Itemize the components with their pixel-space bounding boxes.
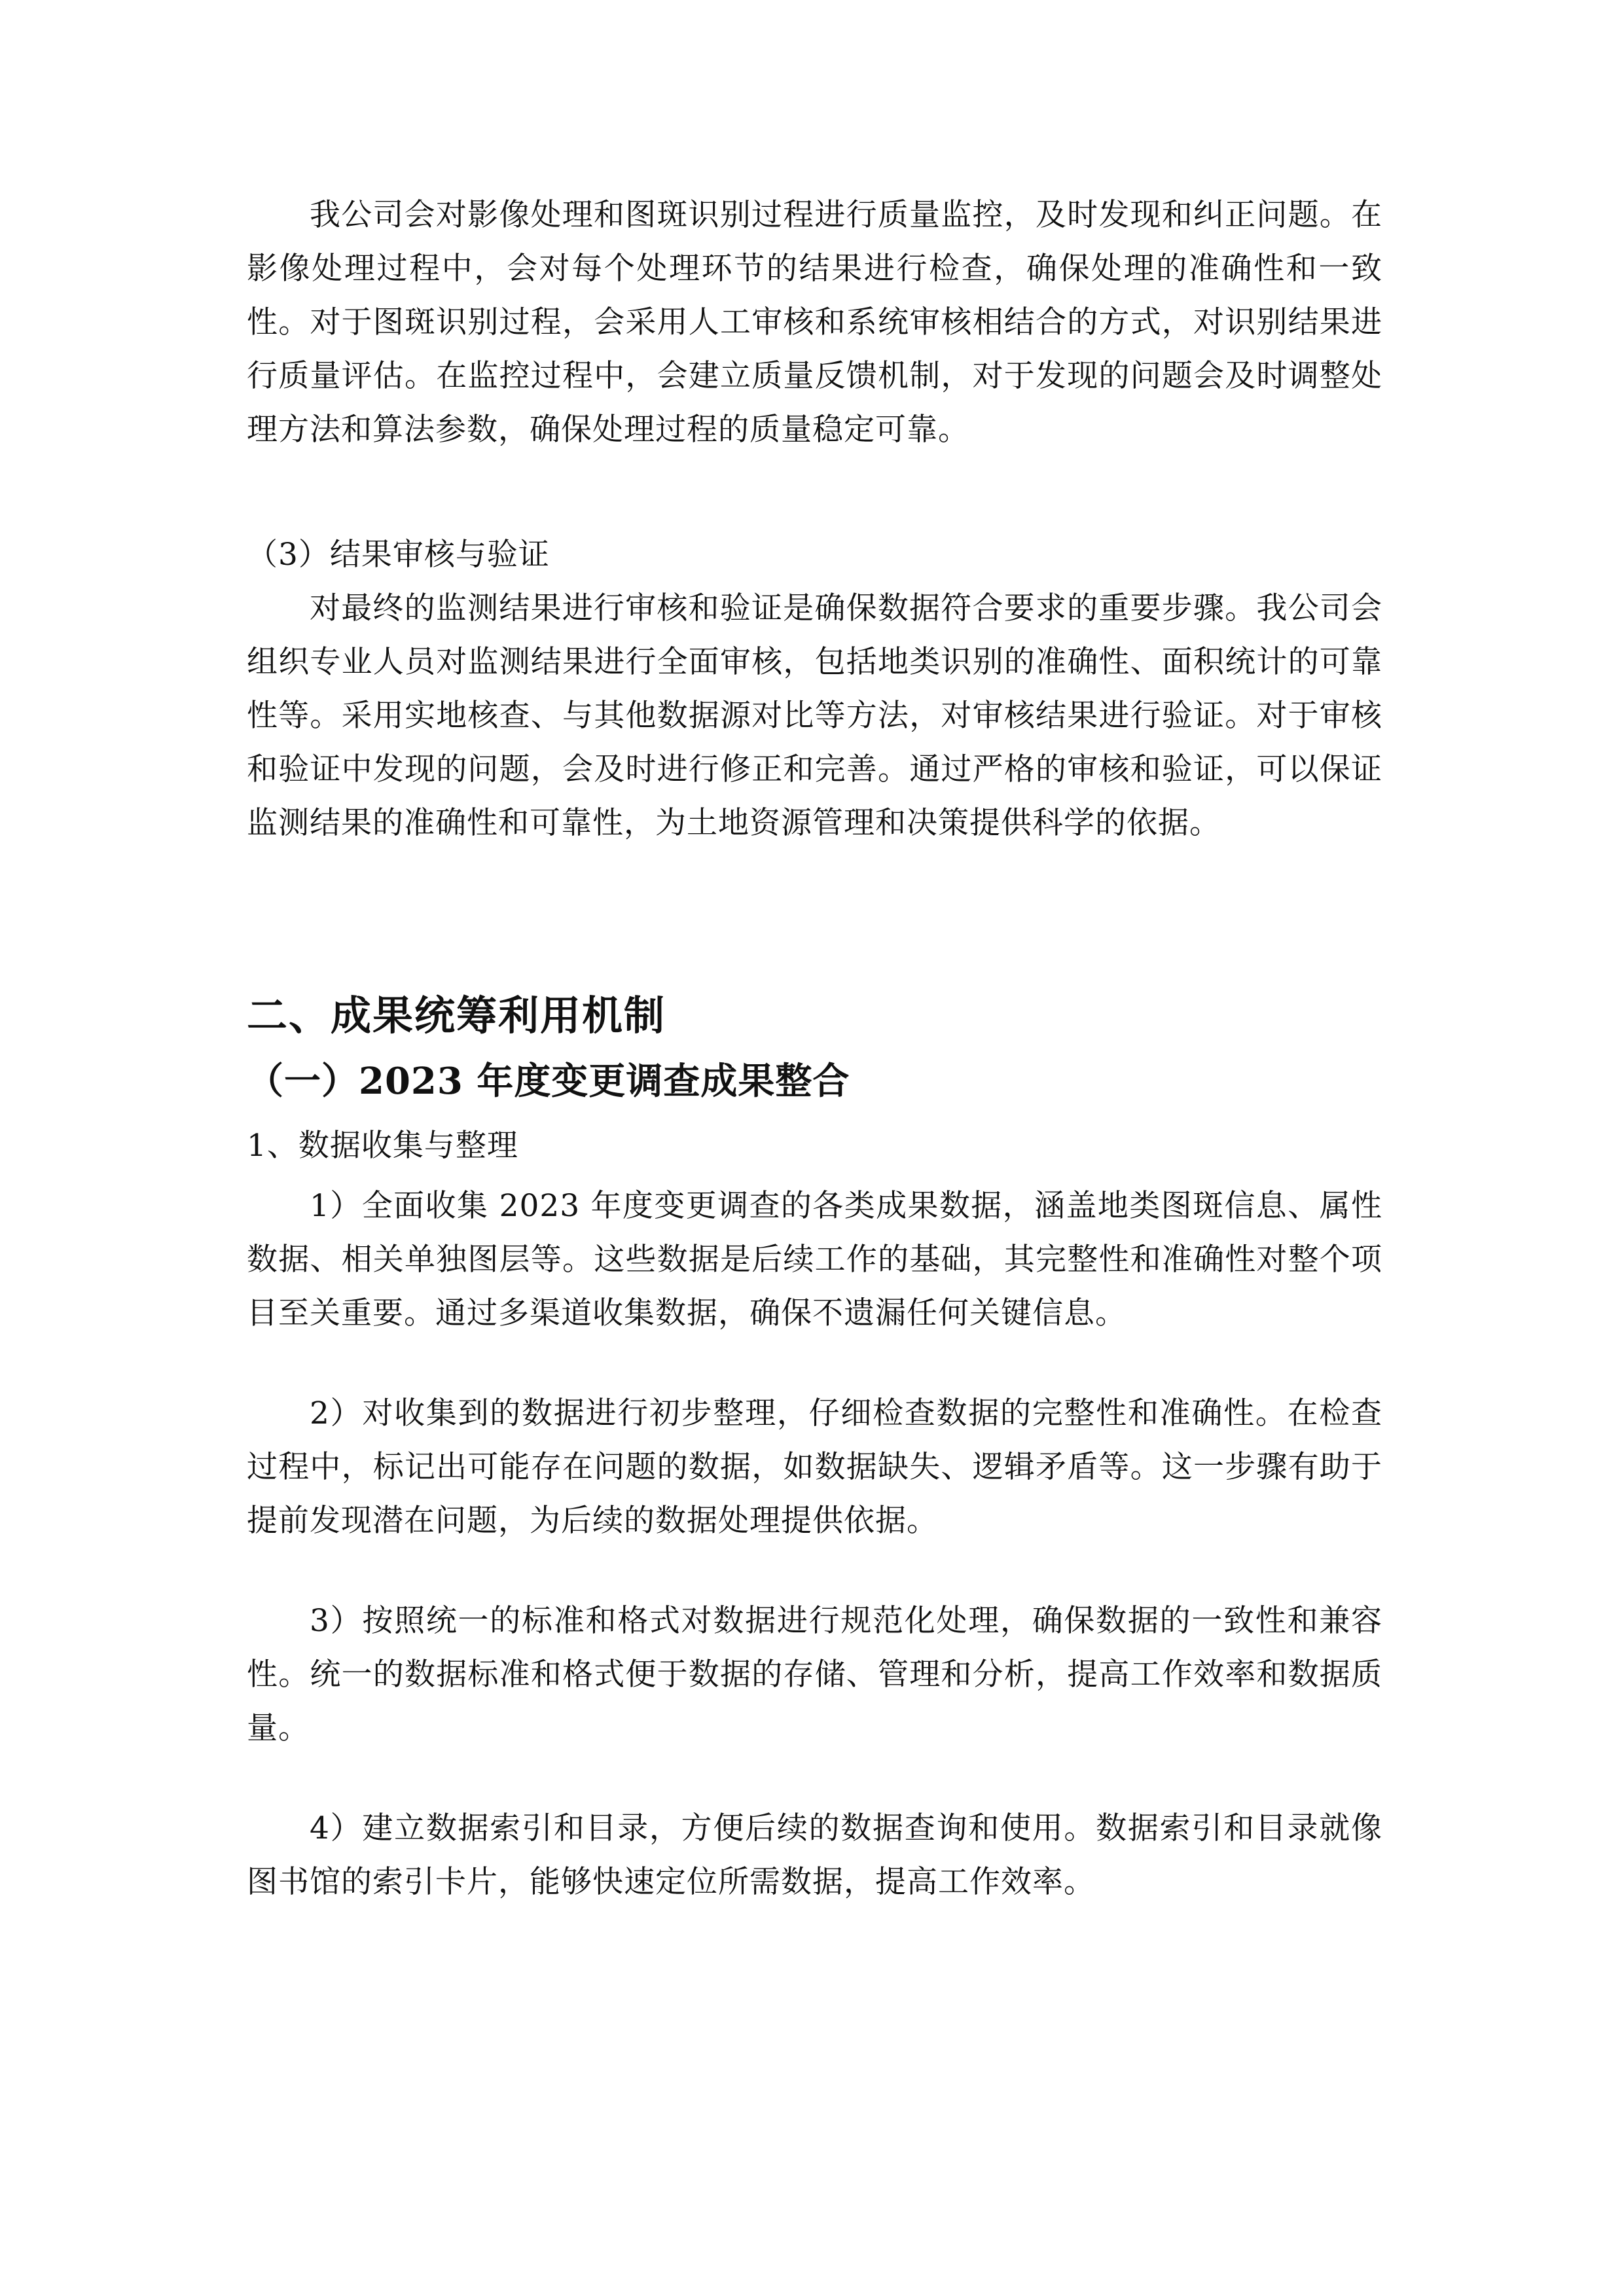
paragraph-item-1: 1）全面收集 2023 年度变更调查的各类成果数据，涵盖地类图斑信息、属性数据、相关单独图层等。这些数据是后续工作的基础，其完整性和准确性对整个项目至关重要。通过多渠道收集数据，确保不遗漏任何关键信息。: [247, 1188, 1382, 1331]
subsection-3-title: （3）结果审核与验证: [247, 537, 550, 573]
subsection-1-heading: （一）2023 年度变更调查成果整合: [247, 1060, 850, 1103]
paragraph-item-2: 2）对收集到的数据进行初步整理，仔细检查数据的完整性和准确性。在检查过程中，标记出可能存在问题的数据，如数据缺失、逻辑矛盾等。这一步骤有助于提前发现潜在问题，为后续的数据处理提供依据。: [247, 1395, 1382, 1539]
paragraph-item-4: 4）建立数据索引和目录，方便后续的数据查询和使用。数据索引和目录就像图书馆的索引卡片，能够快速定位所需数据，提高工作效率。: [247, 1810, 1382, 1900]
paragraph-quality-monitoring: 我公司会对影像处理和图斑识别过程进行质量监控，及时发现和纠正问题。在影像处理过程中，会对每个处理环节的结果进行检查，确保处理的准确性和一致性。对于图斑识别过程，会采用人工审核和系统审核相结合的方式，对识别结果进行质量评估。在监控过程中，会建立质量反馈机制，对于发现的问题会及时调整处理方法和算法参数，确保处理过程的质量稳定可靠。: [247, 197, 1382, 448]
paragraph-item-3: 3）按照统一的标准和格式对数据进行规范化处理，确保数据的一致性和兼容性。统一的数据标准和格式便于数据的存储、管理和分析，提高工作效率和数据质量。: [247, 1603, 1382, 1746]
paragraph-review: 对最终的监测结果进行审核和验证是确保数据符合要求的重要步骤。我公司会组织专业人员对监测结果进行全面审核，包括地类识别的准确性、面积统计的可靠性等。采用实地核查、与其他数据源对比等方法，对审核结果进行验证。对于审核和验证中发现的问题，会及时进行修正和完善。通过严格的审核和验证，可以保证监测结果的准确性和可靠性，为土地资源管理和决策提供科学的依据。: [247, 590, 1382, 841]
section-2-heading: 二、成果统筹利用机制: [247, 992, 666, 1039]
item-1-title: 1、数据收集与整理: [247, 1128, 518, 1164]
